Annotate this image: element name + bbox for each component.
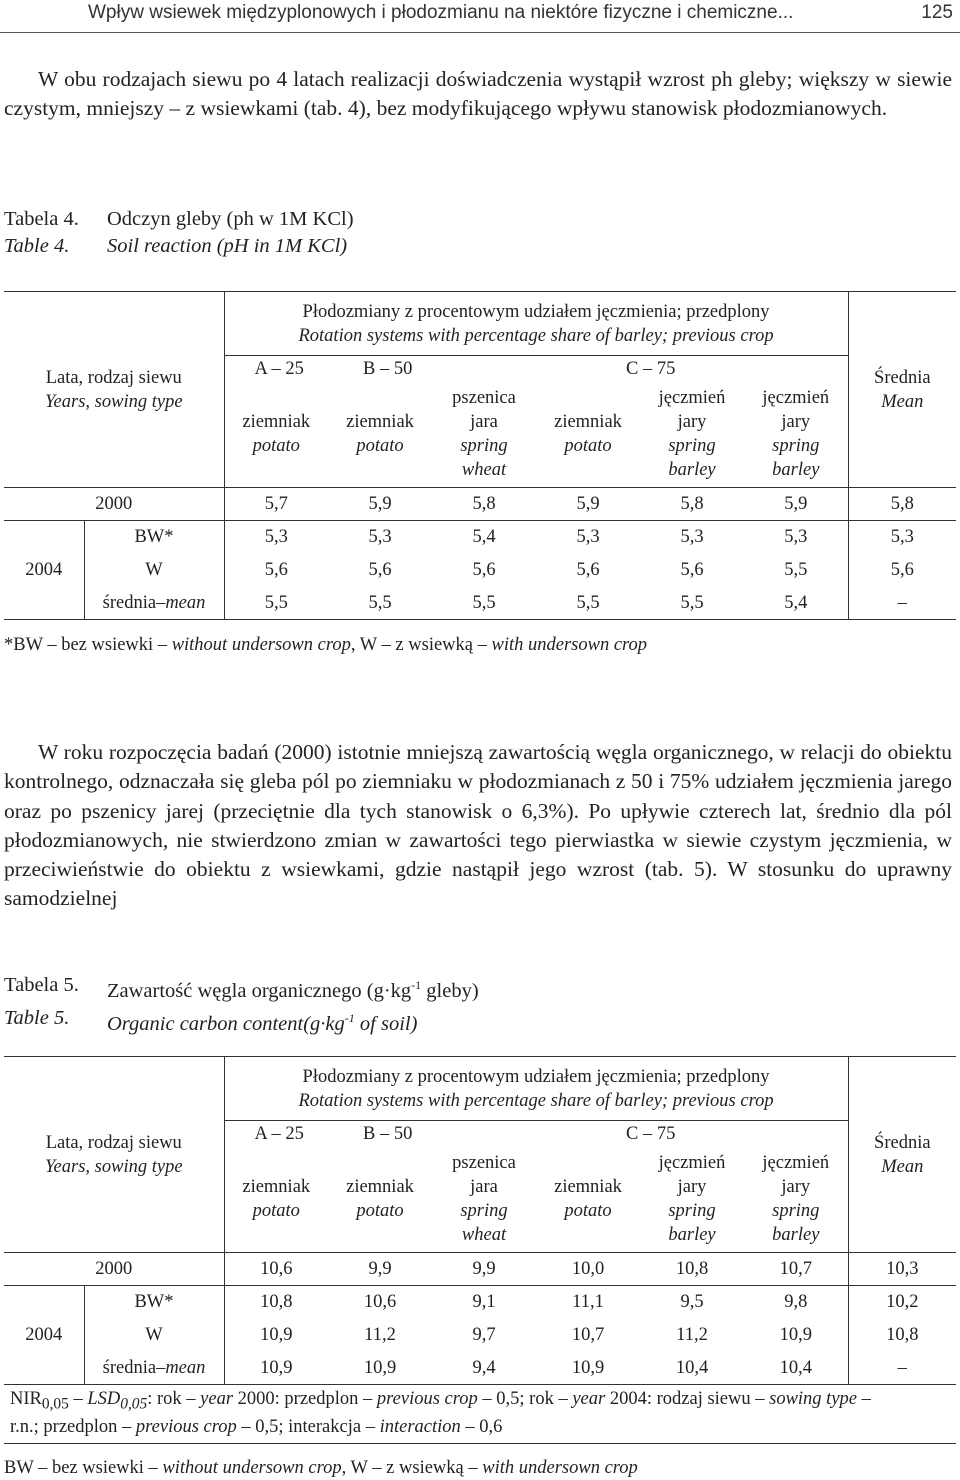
table4-crop-6: jęczmień jary spring barley (744, 382, 848, 488)
table5-row-mean (4, 1352, 956, 1385)
table4-crop-4: ziemniak potato (536, 382, 640, 488)
table-cell: 10,4 (675, 1357, 709, 1378)
table-cell: 9,1 (472, 1292, 496, 1313)
table-cell: 10,4 (744, 1352, 848, 1385)
table-cell: 10,7 (744, 1253, 848, 1286)
table5-crop-2: ziemniak potato (328, 1147, 432, 1253)
table-cell: 5,5 (432, 587, 536, 620)
table5-nir-note: $NIR_{0,05} - LSD_{0,05}$: rok – year 2000: przedplon – previous crop – 0,5; rok – year 2004: rodzaj siewu – sowing type – r.n.; przedplon – previous crop – 0,5; interakcja – interaction – 0,6 (4, 1385, 956, 1444)
table4-header-rotation (224, 292, 848, 356)
table-cell: 10,9 (744, 1319, 848, 1352)
table4-header-years (4, 292, 224, 488)
table-cell: 5,6 (368, 560, 392, 580)
table5-header-years: Lata, rodzaj siewu Years, sowing type (4, 1057, 224, 1253)
table-cell: 5,8 (432, 488, 536, 521)
table4-label-bw: BW* (84, 521, 224, 554)
table-cell: 10,8 (640, 1253, 744, 1286)
table4-footnote: *BW – bez wsiewki – without undersown crop, W – z wsiewką – with undersown crop (4, 635, 648, 655)
table5-title-pl: Zawartość węgla organicznego ($g\cdot kg^{-1}$ gleby) (107, 978, 479, 1002)
table4-group-b: B – 50 (363, 358, 413, 379)
table5-crop-3: pszenica jara spring wheat (432, 1147, 536, 1253)
table5-group-c: C – 75 (536, 1121, 848, 1147)
table-cell: 5,9 (328, 488, 432, 521)
table5-label-pl: Tabela 5. (4, 974, 79, 996)
table5-crop-1: ziemniak potato (224, 1147, 328, 1253)
table4-header-mean (848, 292, 956, 488)
table-cell: 5,8 (848, 488, 956, 521)
table4-crop-2: ziemniak potato (328, 382, 432, 488)
table-cell: 5,6 (680, 560, 704, 580)
table5-crop-6: jęczmień jary spring barley (744, 1147, 848, 1253)
table-cell: 5,4 (472, 527, 496, 548)
table-cell: 5,6 (890, 560, 914, 580)
table-cell: 10,8 (886, 1325, 919, 1345)
table-cell: 5,8 (640, 488, 744, 521)
table-cell: 5,5 (744, 554, 848, 587)
table4-title-pl: Odczyn gleby (ph w 1M KCl) (107, 208, 354, 230)
table4-header-mean-en: Mean (881, 391, 924, 412)
table-cell: 5,9 (744, 488, 848, 521)
table5-label-en: Table 5. (4, 1006, 70, 1029)
table4-row-w (4, 554, 956, 587)
table-cell: 5,9 (536, 488, 640, 521)
table-cell: 5,3 (264, 527, 288, 548)
table4-header-rotation-pl: Płodozmiany z procentowym udziałem jęczmienia; przedplony (302, 301, 770, 322)
table-cell: 5,6 (264, 560, 288, 580)
table5-caption (4, 972, 479, 1038)
table-cell: 9,8 (744, 1286, 848, 1319)
table5-row-bw (4, 1286, 956, 1319)
table4-label-pl: Tabela 4. (4, 208, 79, 230)
paragraph-1 (4, 65, 952, 124)
table-cell: 5,3 (368, 527, 392, 548)
table-cell: 10,3 (848, 1253, 956, 1286)
table-cell: – (848, 587, 956, 620)
table5-group-a: A – 25 (254, 1123, 304, 1144)
table4-caption (4, 206, 354, 260)
table4-header-years-en: Years, sowing type (44, 391, 183, 412)
table4-header-rotation-en: Rotation systems with percentage share of barley; previous crop (298, 325, 774, 346)
table-cell: 10,9 (571, 1357, 605, 1378)
table4 (4, 291, 956, 620)
table5-header-rotation: Płodozmiany z procentowym udziałem jęczmienia; przedplony Rotation systems with percentage share of barley; previous crop (224, 1057, 848, 1121)
table-cell: 10,9 (363, 1357, 397, 1378)
table4-group-c: C – 75 (536, 356, 848, 382)
table5-label-w: W (84, 1319, 224, 1352)
table5-row-2000 (4, 1253, 956, 1286)
table-cell: 9,5 (680, 1292, 704, 1313)
table-cell: 10,7 (571, 1325, 605, 1345)
table5-footnote: BW – bez wsiewki – without undersown crop, W – z wsiewką – with undersown crop (4, 1458, 638, 1478)
table-cell: 5,3 (890, 527, 914, 548)
paragraph-2-text: W roku rozpoczęcia badań (2000) istotnie mniejszą zawartością węgla organicznego, w relacji do obiektu kontrolnego, odznaczała się gleba pól po ziemniaku w płodozmianach z 50 i 75% udziałem jęczmienia jarego oraz po pszenicy jarej (przeciętnie dla tych stanowisk o 6,3%). Po upływie czterech lat, średnio dla pól płodozmianowych, nie stwierdzono zmian w zawartości tego pierwiastka w siewie czystym jęczmienia, w przeciwieństwie do obiektu z wsiewkami, gdzie nastąpił jego wzrost (tab. 5). W stosunku do uprawny samodzielnej (4, 740, 952, 911)
table-cell: 5,5 (328, 587, 432, 620)
table5-label-bw: BW* (84, 1286, 224, 1319)
table-cell: 9,4 (472, 1357, 496, 1378)
table-cell: 5,7 (224, 488, 328, 521)
table-cell: 10,9 (260, 1325, 293, 1345)
table5-row-w (4, 1319, 956, 1352)
table-cell: 5,3 (576, 527, 600, 548)
table-cell: 9,9 (432, 1253, 536, 1286)
table-cell: 11,2 (364, 1325, 396, 1345)
table-cell: 5,5 (224, 587, 328, 620)
table5-label-mean: średnia–mean (84, 1352, 224, 1385)
table4-group-a: A – 25 (254, 358, 304, 379)
table-cell: 5,6 (576, 560, 600, 580)
table-cell: 5,6 (472, 560, 496, 580)
table4-row-bw (4, 521, 956, 554)
table5-crop-5: jęczmień jary spring barley (640, 1147, 744, 1253)
table-cell: 10,8 (260, 1292, 293, 1313)
table-cell: 10,0 (536, 1253, 640, 1286)
table5-year-2004: 2004 (4, 1286, 84, 1385)
table-cell: 10,9 (260, 1357, 293, 1378)
table4-year-2000: 2000 (4, 488, 224, 521)
table-cell: 5,5 (536, 587, 640, 620)
table4-label-mean: średnia–mean (84, 587, 224, 620)
table5 (4, 1056, 956, 1444)
table5-year-2000: 2000 (4, 1253, 224, 1286)
table5-title-en: Organic carbon $content(g\cdot kg^{-1}$ of soil) (107, 1010, 418, 1035)
table-cell: 9,7 (472, 1325, 496, 1345)
table5-crop-4: ziemniak potato (536, 1147, 640, 1253)
table-cell: 10,6 (224, 1253, 328, 1286)
table-cell: 5,3 (744, 521, 848, 554)
table4-year-2004: 2004 (4, 521, 84, 620)
table-cell: 11,2 (676, 1325, 708, 1345)
table4-header-mean-pl: Średnia (874, 367, 931, 388)
table-cell: 10,6 (363, 1292, 397, 1313)
table4-crop-5: jęczmień jary spring barley (640, 382, 744, 488)
table-cell: 5,5 (640, 587, 744, 620)
running-header (0, 0, 960, 33)
table-cell: 9,9 (328, 1253, 432, 1286)
table-cell: 10,2 (886, 1292, 919, 1313)
table-cell: – (897, 1357, 907, 1378)
table4-crop-1: ziemniak potato (224, 382, 328, 488)
table5-group-b: B – 50 (363, 1123, 413, 1144)
table4-title-en: Soil reaction (pH in 1M KCl) (107, 235, 348, 257)
table5-header-mean: Średnia Mean (848, 1057, 956, 1253)
paragraph-1-text: W obu rodzajach siewu po 4 latach realizacji doświadczenia wystąpił wzrost ph gleby; większy w siewie czystym, mniejszy – z wsiewkami (tab. 4), bez modyfikującego wpływu stanowisk płodozmianowych. (4, 67, 952, 121)
table4-row-2000 (4, 488, 956, 521)
table-cell: 5,4 (744, 587, 848, 620)
table-cell: 11,1 (572, 1292, 604, 1313)
page-number: 125 (921, 2, 953, 23)
table4-label-en: Table 4. (4, 235, 70, 257)
table4-header-years-pl: Lata, rodzaj siewu (45, 367, 182, 388)
table-cell: 5,3 (680, 527, 704, 548)
table4-row-mean (4, 587, 956, 620)
table4-label-w: W (84, 554, 224, 587)
paragraph-2 (4, 738, 952, 914)
running-title: Wpływ wsiewek międzyplonowych i płodozmianu na niektóre fizyczne i chemiczne... (88, 2, 794, 23)
table5-row-nir (4, 1385, 956, 1444)
table4-crop-3: pszenica jara spring wheat (432, 382, 536, 488)
